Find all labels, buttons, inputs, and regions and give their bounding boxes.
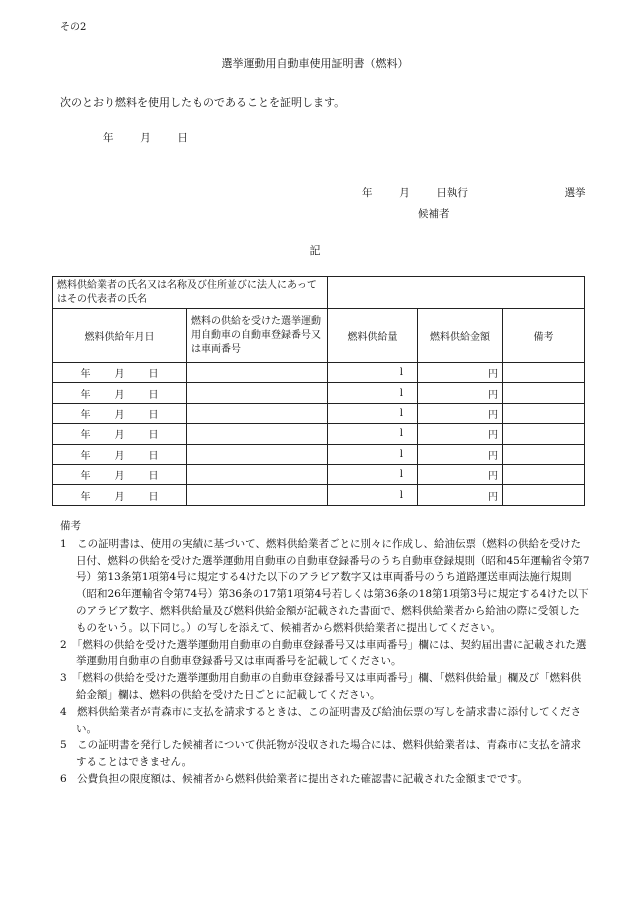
row-day: 日 — [148, 389, 159, 401]
row-month: 月 — [114, 389, 125, 401]
date-year-label: 年 — [103, 132, 114, 144]
header-qty: 燃料供給量 — [328, 309, 418, 363]
row-remarks[interactable] — [503, 363, 585, 383]
row-qty-unit: l — [399, 387, 403, 399]
note-item: 6 公費負担の限度額は、候補者から燃料供給業者に提出された確認書に記載された金額までです。 — [60, 772, 528, 785]
table-row — [53, 403, 585, 423]
row-amount-unit: 円 — [488, 369, 498, 381]
row-year: 年 — [80, 409, 91, 421]
row-amount-unit: 円 — [488, 491, 498, 503]
row-remarks[interactable] — [503, 485, 585, 505]
row-qty-unit: l — [399, 448, 403, 460]
row-qty-unit: l — [399, 428, 403, 440]
notes-title: 備考 — [60, 520, 81, 532]
header-amount: 燃料供給金額 — [418, 309, 503, 363]
document-title: 選挙運動用自動車使用証明書（燃料） — [221, 57, 409, 70]
row-date[interactable] — [53, 424, 187, 444]
row-amount-unit: 円 — [488, 389, 498, 401]
row-year: 年 — [80, 430, 91, 442]
row-qty[interactable] — [328, 464, 418, 484]
document-label: その2 — [60, 22, 87, 33]
row-qty-unit: l — [399, 407, 403, 419]
row-date[interactable] — [53, 444, 187, 464]
row-amount-unit: 円 — [488, 471, 498, 483]
table-row — [53, 444, 585, 464]
supplier-label: 燃料供給業者の氏名又は名称及び住所並びに法人にあってはその代表者の氏名 — [53, 277, 328, 309]
table-row — [53, 424, 585, 444]
row-remarks[interactable] — [503, 383, 585, 403]
row-qty-unit: l — [399, 489, 403, 501]
row-date[interactable] — [53, 363, 187, 383]
row-month: 月 — [114, 450, 125, 462]
intro-text: 次のとおり燃料を使用したものであることを証明します。 — [60, 96, 346, 109]
row-month: 月 — [114, 369, 125, 381]
note-item: 2 「燃料の供給を受けた選挙運動用自動車の自動車登録番号又は車両番号」欄には、契約届出書に記載された選挙運動用自動車の自動車登録番号又は車両番号を記載してください。 — [60, 638, 587, 668]
exec-year-label: 年 — [362, 187, 373, 199]
row-day: 日 — [148, 430, 159, 442]
row-qty-unit: l — [399, 469, 403, 481]
row-remarks[interactable] — [503, 403, 585, 423]
row-qty[interactable] — [328, 363, 418, 383]
row-amount[interactable] — [418, 464, 503, 484]
row-amount[interactable] — [418, 444, 503, 464]
row-month: 月 — [114, 471, 125, 483]
row-remarks[interactable] — [503, 444, 585, 464]
ki-heading: 記 — [309, 244, 321, 257]
exec-month-label: 月 — [399, 187, 410, 199]
row-year: 年 — [80, 471, 91, 483]
date-month-label: 月 — [140, 132, 151, 144]
table-row — [53, 485, 585, 505]
row-vehicle[interactable] — [187, 424, 328, 444]
row-amount[interactable] — [418, 424, 503, 444]
fuel-table — [52, 276, 585, 506]
row-vehicle[interactable] — [187, 444, 328, 464]
row-remarks[interactable] — [503, 424, 585, 444]
row-qty[interactable] — [328, 403, 418, 423]
row-vehicle[interactable] — [187, 464, 328, 484]
note-item: 5 この証明書を発行した候補者について供託物が没収された場合には、燃料供給業者は、青森市に支払を請求することはできません。 — [60, 739, 581, 769]
notes-section — [60, 518, 590, 788]
row-remarks[interactable] — [503, 464, 585, 484]
row-day: 日 — [148, 409, 159, 421]
row-date[interactable] — [53, 383, 187, 403]
row-qty[interactable] — [328, 485, 418, 505]
row-amount[interactable] — [418, 383, 503, 403]
row-amount[interactable] — [418, 403, 503, 423]
row-year: 年 — [80, 389, 91, 401]
row-vehicle[interactable] — [187, 363, 328, 383]
row-vehicle[interactable] — [187, 403, 328, 423]
row-month: 月 — [114, 430, 125, 442]
row-amount-unit: 円 — [488, 430, 498, 442]
header-remarks: 備考 — [503, 309, 585, 363]
row-vehicle[interactable] — [187, 485, 328, 505]
row-year: 年 — [80, 450, 91, 462]
row-day: 日 — [148, 369, 159, 381]
exec-day-label: 日執行 — [436, 187, 468, 199]
row-amount[interactable] — [418, 363, 503, 383]
row-year: 年 — [80, 491, 91, 503]
row-month: 月 — [114, 491, 125, 503]
row-qty-unit: l — [399, 367, 403, 379]
header-date: 燃料供給年月日 — [53, 309, 187, 363]
row-day: 日 — [148, 471, 159, 483]
row-amount-unit: 円 — [488, 409, 498, 421]
row-day: 日 — [148, 491, 159, 503]
row-qty[interactable] — [328, 383, 418, 403]
candidate-label: 候補者 — [418, 208, 450, 220]
table-row — [53, 464, 585, 484]
row-amount[interactable] — [418, 485, 503, 505]
note-item: 1 この証明書は、使用の実績に基づいて、燃料供給業者ごとに別々に作成し、給油伝票（燃料の供給を受けた日付、燃料の供給を受けた選挙運動用自動車の自動車登録番号のうち自動車登録規則（昭和45年運輸省令第7号）第13条第1項第4号に規定する4けた以下のアラビア数字又は車両番号のうち道路運送車両法施行規則（昭和26年運輸省令第74号）第36条の17第1項第4号若しくは第36条の18第1項第3号に規定する4けた以下のアラビア数字、燃料供給量及び燃料供給金額が記載された書面で、燃料供給業者から給油の際に受領したものをいう。以下同じ。）の写しを添えて、候補者から燃料供給業者に提出してください。 — [60, 537, 590, 634]
row-amount-unit: 円 — [488, 450, 498, 462]
certification-date — [103, 130, 188, 145]
row-vehicle[interactable] — [187, 383, 328, 403]
row-date[interactable] — [53, 464, 187, 484]
row-qty[interactable] — [328, 424, 418, 444]
supplier-value[interactable] — [328, 277, 585, 309]
row-year: 年 — [80, 369, 91, 381]
note-item: 4 燃料供給業者が青森市に支払を請求するときは、この証明書及び給油伝票の写しを請求書に添付してください。 — [60, 705, 582, 735]
header-vehicle: 燃料の供給を受けた選挙運動用自動車の自動車登録番号又は車両番号 — [187, 309, 328, 363]
election-label: 選挙 — [564, 187, 586, 199]
row-date[interactable] — [53, 403, 187, 423]
table-row — [53, 383, 585, 403]
row-month: 月 — [114, 409, 125, 421]
table-row — [53, 363, 585, 383]
row-qty[interactable] — [328, 444, 418, 464]
row-day: 日 — [148, 450, 159, 462]
row-date[interactable] — [53, 485, 187, 505]
election-date-line — [362, 185, 587, 200]
note-item: 3 「燃料の供給を受けた選挙運動用自動車の自動車登録番号又は車両番号」欄、「燃料供給量」欄及び「燃料供給金額」欄は、燃料の供給を受けた日ごとに記載してください。 — [60, 672, 582, 701]
date-day-label: 日 — [177, 132, 188, 144]
